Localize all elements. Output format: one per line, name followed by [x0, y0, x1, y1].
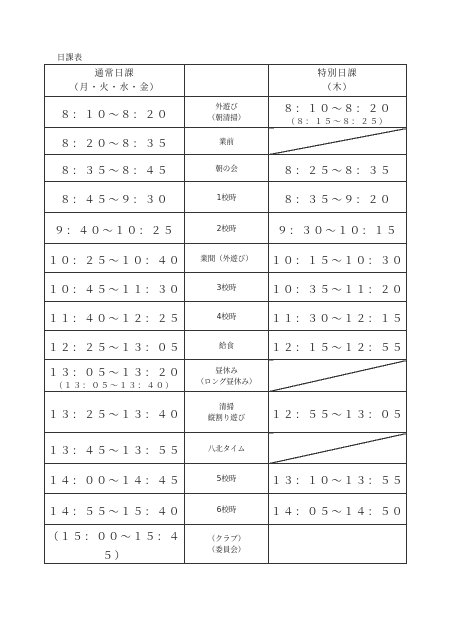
regular-time: ８：３５～８：４５ [60, 164, 169, 177]
special-title: 特別日課 [317, 68, 358, 79]
event-label: 外遊び [215, 102, 238, 111]
table-row [45, 464, 407, 494]
table-row [45, 433, 407, 464]
regular-title: 通常日課 [94, 68, 135, 79]
table-row [45, 128, 407, 155]
regular-time: １０：４５～１１：３０ [47, 283, 182, 296]
event-header [185, 65, 269, 97]
event-sublabel: 縦割り遊び [207, 413, 246, 422]
event-sublabel: （朝清掃） [207, 113, 246, 122]
regular-time: ８：４５～９：３０ [60, 193, 169, 206]
schedule-table [44, 64, 407, 564]
regular-time: １２：２５～１３：０５ [47, 341, 182, 354]
special-time-note: （８：１５～８：２５） [286, 117, 389, 126]
table-row [45, 182, 407, 213]
table-row [45, 525, 407, 564]
special-time: １３：１０～１３：５５ [270, 475, 405, 487]
event-label: 業間（外遊び） [200, 253, 253, 263]
event-label: （クラブ） [207, 534, 246, 543]
regular-time: １４：５５～１５：４０ [47, 505, 182, 518]
special-time: １２：１５～１２：５５ [270, 341, 405, 354]
special-time: １２：５５～１３：０５ [270, 408, 405, 421]
regular-header [45, 65, 185, 97]
table-row [45, 155, 407, 182]
table-row [45, 360, 407, 392]
special-empty-cell [269, 360, 407, 392]
regular-time: ９：４０～１０：２５ [54, 224, 175, 237]
regular-time: （１５：００～１５：４５） [47, 531, 182, 562]
special-time: １０：１５～１０：３０ [270, 254, 405, 267]
table-row [45, 302, 407, 331]
header-row [45, 65, 407, 97]
regular-time: １３：２５～１３：４０ [47, 408, 182, 421]
table-row [45, 213, 407, 244]
table-row [45, 244, 407, 273]
event-label: 清掃 [219, 402, 234, 411]
special-empty-cell [269, 433, 407, 464]
regular-time-note: （１３：０５～１３：４０） [54, 380, 175, 390]
document-title: 日課表 [57, 53, 83, 62]
event-label: 6校時 [216, 504, 237, 514]
event-label: 給食 [219, 340, 234, 350]
table-row [45, 97, 407, 128]
special-time: １４：０５～１４：５０ [270, 505, 405, 518]
event-label: 4校時 [216, 311, 237, 321]
table-row [45, 273, 407, 302]
table-row [45, 494, 407, 525]
table-row [45, 392, 407, 433]
regular-time: ８：２０～８：３５ [60, 137, 169, 150]
event-label: 昼休み [215, 365, 238, 375]
special-empty-cell [269, 128, 407, 155]
event-label: 八北タイム [207, 443, 246, 453]
special-header [269, 65, 407, 97]
regular-time: １３：４５～１３：５５ [47, 444, 182, 457]
special-time: ８：１０～８：２０ [283, 103, 392, 115]
event-label: 3校時 [216, 282, 237, 292]
special-empty-cell [269, 525, 407, 564]
event-label: 1校時 [216, 192, 237, 202]
special-time: １１：３０～１２：１５ [270, 312, 405, 325]
regular-days: （月・火・水・金） [69, 82, 160, 93]
regular-time: １４：００～１４：４５ [47, 475, 182, 487]
special-time: １０：３５～１１：２０ [270, 283, 405, 296]
regular-time: ８：１０～８：２０ [60, 108, 169, 121]
special-time: ９：３０～１０：１５ [277, 224, 398, 237]
event-label: 朝の会 [215, 163, 238, 173]
event-label: 業前 [219, 136, 234, 146]
table-row [45, 331, 407, 360]
special-time: ８：３５～９：２０ [283, 193, 392, 206]
special-days: （木） [322, 82, 353, 93]
special-time: ８：２５～８：３５ [283, 164, 392, 177]
event-sublabel: （委員会） [207, 545, 246, 554]
regular-time: １３：０５～１３：２０ [47, 366, 182, 379]
regular-time: １０：２５～１０：４０ [47, 254, 182, 267]
regular-time: １１：４０～１２：２５ [47, 312, 182, 325]
event-label: 5校時 [216, 474, 237, 483]
event-sublabel: （ロング昼休み） [196, 376, 257, 386]
event-label: 2校時 [216, 223, 237, 233]
